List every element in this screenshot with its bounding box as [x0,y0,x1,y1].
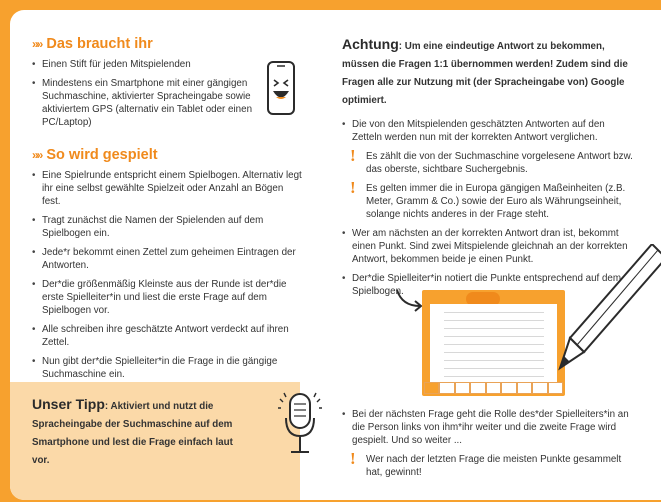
list-item: • Alle schreiben ihre geschätzte Antwort verdeckt auf ihren Zettel. [32,323,302,349]
chevrons-icon: »» [32,148,42,162]
game-sheet-illustration [422,290,565,396]
left-column [32,36,302,387]
sheet-line [444,336,544,337]
sheet-cell [455,382,470,394]
sheet-line [444,328,544,329]
laughing-phone-icon [266,60,296,116]
sheet-cell [486,382,501,394]
tip-text: : Aktiviert und nutzt die Spracheingabe der Suchmaschine auf dem Smartphone und lest die Frage einfach laut vor. [32,401,233,466]
exclamation-icon: ! [350,178,356,197]
sheet-paper [430,304,557,382]
sheet-cell [439,382,454,394]
list-item: • Bei der nächsten Frage geht die Rolle des*der Spielleiters*in an die Person links von ihm*ihr weiter und die zweite Frage wird gespielt. Und so weiter ... [342,408,637,447]
exclamation-icon: ! [350,449,356,468]
section-title: Das braucht ihr [46,36,153,52]
sheet-cell [532,382,547,394]
sheet-line [444,352,544,353]
exclamation-icon: ! [350,146,356,165]
achtung-block [342,36,637,108]
section-title: So wird gespielt [46,147,158,163]
rules-list [342,118,637,144]
note-text: Es gelten immer die in Europa gängigen Maßeinheiten (z.B. Meter, Gramm & Co.) sowie der Euro als Währungseinheit, solange nichts anderes in der Frage steht. [366,183,626,220]
list-item: • Nun gibt der*die Spielleiter*in die Frage in die gängige Suchmaschine ein. [32,355,302,381]
section-heading [32,36,302,52]
sheet-line [444,360,544,361]
page [10,10,661,500]
section-heading [32,147,302,163]
sheet-line [444,376,544,377]
list-item: • Mindestens ein Smartphone mit einer gängigen Suchmaschine, aktivierter Spracheingabe sowie aktiviertem GPS (alternativ ein Tablet oder einen PC/Laptop) [32,77,302,129]
sheet-line [444,368,544,369]
sheet-cell [424,382,439,394]
sheet-cell [470,382,485,394]
list-item: • Einen Stift für jeden Mitspielenden [32,58,302,71]
chevrons-icon: »» [32,37,42,51]
tip-box [10,382,300,500]
tip-content [32,396,282,468]
microphone-icon [278,388,322,460]
sheet-name-row [424,382,563,394]
materials-list [32,58,302,129]
bottom-rules [342,408,637,485]
sheet-cell [517,382,532,394]
list-item: • Tragt zunächst die Namen der Spielenden auf dem Spielbogen ein. [32,214,302,240]
list-item: • Eine Spielrunde entspricht einem Spielbogen. Alternativ legt ihr eine selbst gewählte Spielzeit oder Anzahl an Bögen fest. [32,169,302,208]
list-item: • Wer am nächsten an der korrekten Antwort dran ist, bekommt einen Punkt. Sind zwei Mitspielende gleichnah an der korrekten Antwort, bekommen beide je einen Punkt. [342,227,637,266]
steps-list [32,169,302,381]
note [348,449,637,479]
achtung-title: Achtung [342,36,399,52]
note-text: Es zählt die von der Suchmaschine vorgelesene Antwort bzw. das oberste, sichtbare Suchergebnis. [366,151,633,175]
list-item: • Der*die Spielleiter*in notiert die Punkte entsprechend auf dem Spielbogen. [342,272,637,298]
tip-title: Unser Tipp [32,396,105,412]
list-item: • Jede*r bekommt einen Zettel zum geheimen Eintragen der Antworten. [32,246,302,272]
note-text: Wer nach der letzten Frage die meisten Punkte gesammelt hat, gewinnt! [366,454,622,478]
rules-list [342,408,637,447]
sheet-line [444,320,544,321]
list-item: • Die von den Mitspielenden geschätzten Antworten auf den Zetteln werden nun mit der korrekten Antwort verglichen. [342,118,637,144]
note [348,146,637,176]
sheet-line [444,344,544,345]
sheet-line [444,312,544,313]
list-item: • Der*die größenmäßig Kleinste aus der Runde ist der*die erste Spielleiter*in und liest die erste Frage auf dem Spielbogen vor. [32,278,302,317]
note [348,178,637,221]
achtung-text: : Um eine eindeutige Antwort zu bekommen, müssen die Fragen 1:1 übernommen werden! Zudem sind die Fragen alle zur Nutzung mit (der Spracheingabe von) Google optimiert. [342,41,628,106]
sheet-cell [501,382,516,394]
pencil-icon [556,244,661,384]
